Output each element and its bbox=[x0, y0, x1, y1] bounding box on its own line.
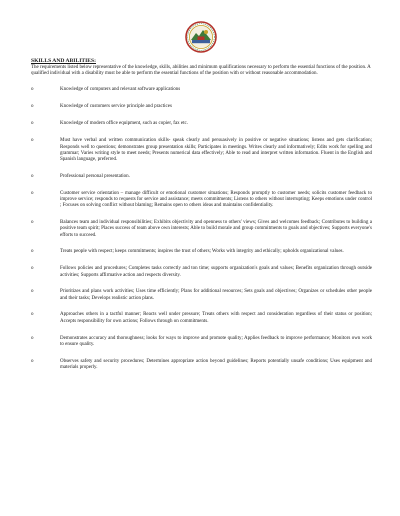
city-seal-logo bbox=[185, 21, 217, 53]
list-item-text: Demonstrates accuracy and thoroughness; looks for ways to improve and promote quality; Applies feedback to improve performance; Monitors own work to ensure quality. bbox=[60, 335, 372, 347]
intro-paragraph: The requirements listed below representative of the knowledge, skills, abilities and minimum qualifications necessary to perform the essential functions of the position. A qualified individual with a disability must be able to perform the essential functions of the position with or without reasonable accommodation. bbox=[31, 64, 371, 76]
list-item-text: Knowledge of modern office equipment, such as copier, fax etc. bbox=[60, 120, 188, 126]
list-item-text: Must have verbal and written communication skills- speak clearly and persuasively in positive or negative situations; listens and gets clarification; Responds well to questions; demonstrates group presentation skills; Participates in meetings. Writes clearly and informatively; Edits work for spelling and grammar; Varies writing style to meet needs; Presents numerical data effectively; Able to read and interpret written information. Fluent in the English and Spanish language, preferred. bbox=[60, 138, 372, 163]
section-heading: SKILLS AND ABILITIES: bbox=[31, 58, 96, 64]
list-item bbox=[31, 336, 372, 349]
bullet-marker: o bbox=[31, 220, 34, 226]
bullet-marker: o bbox=[31, 289, 34, 295]
list-item bbox=[31, 220, 372, 239]
bullet-marker: o bbox=[31, 335, 34, 341]
list-item bbox=[31, 266, 372, 279]
list-item-text: Knowledge of computers and relevant software applications bbox=[60, 87, 181, 93]
list-item bbox=[31, 191, 372, 210]
list-item bbox=[31, 174, 372, 180]
list-item-text: Professional personal presentation. bbox=[60, 173, 130, 179]
bullet-marker: o bbox=[31, 312, 34, 318]
list-item bbox=[31, 289, 372, 302]
list-item-text: Approaches others in a tactful manner; Reacts well under pressure; Treats others with respect and consideration regardless of their status or position; Accepts responsibility for own actions; Follows through on commitments. bbox=[60, 312, 372, 324]
list-item bbox=[31, 104, 372, 110]
list-item-text: Customer service orientation – manage difficult or emotional customer situations; Responds promptly to customer needs; solicits customer feedback to improve service; responds to requests for service and assistance; meets commitments; Listens to others without interrupting; Keeps emotions under control ; Focuses on solving conflict without blaming; Remains open to others ideas and maintains confidentiality. bbox=[60, 190, 372, 209]
bullet-marker: o bbox=[31, 104, 34, 110]
list-item bbox=[31, 312, 372, 325]
list-item-text: Observes safety and security procedures; Determines appropriate action beyond guidelines; Reports potentially unsafe conditions; Uses equipment and materials properly. bbox=[60, 358, 372, 370]
bullet-marker: o bbox=[31, 173, 34, 179]
list-item bbox=[31, 121, 372, 127]
bullet-marker: o bbox=[31, 266, 34, 272]
list-item bbox=[31, 138, 372, 163]
document-body bbox=[31, 58, 372, 371]
bullet-marker: o bbox=[31, 120, 34, 126]
list-item bbox=[31, 249, 372, 255]
bullet-marker: o bbox=[31, 249, 34, 255]
list-item-text: Follows policies and procedures; Completes tasks correctly and ton time; supports organization's goals and values; Benefits organization through outside activities; Supports affirmative action and respects diversity. bbox=[60, 266, 372, 278]
list-item-text: Knowledge of customers service principle and practices bbox=[60, 104, 172, 110]
bullet-marker: o bbox=[31, 190, 34, 196]
bullet-marker: o bbox=[31, 358, 34, 364]
list-item-text: Balances team and individual responsibilities; Exhibits objectivity and openness to others' views; Gives and welcomes feedback; Contributes to building a positive team spirit; Places success of team above own interests; Able to build morale and group commitments to goals and objectives; Supports everyone's efforts to succeed. bbox=[60, 220, 372, 238]
list-item-text: Prioritizes and plans work activities; Uses time efficiently; Plans for additional resources; Sets goals and objectives; Organizes or schedules other people and their tasks; Develops realistic action plans. bbox=[60, 289, 372, 301]
bullet-marker: o bbox=[31, 87, 34, 93]
bullet-marker: o bbox=[31, 138, 34, 144]
skills-list bbox=[31, 87, 372, 371]
list-item-text: Treats people with respect; keeps commitments; inspires the trust of others; Works with integrity and ethically; upholds organizational values. bbox=[60, 249, 344, 255]
list-item bbox=[31, 87, 372, 93]
list-item bbox=[31, 359, 372, 372]
